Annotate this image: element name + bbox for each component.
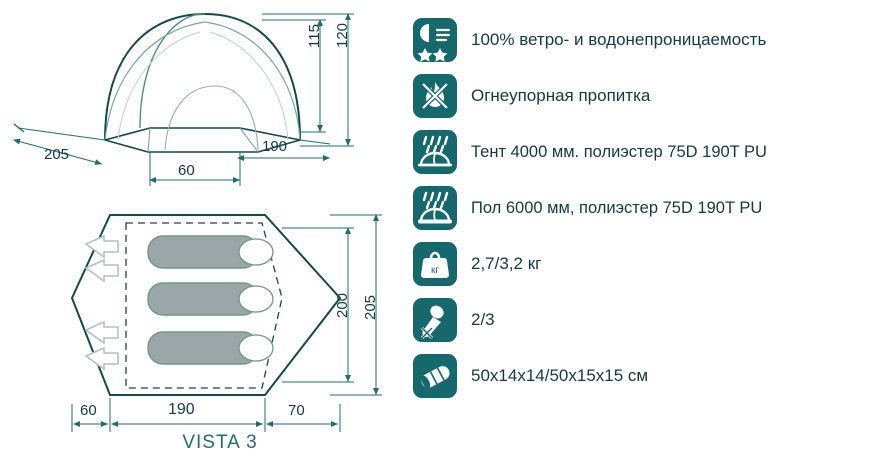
rain-floor-icon (413, 186, 457, 230)
dim-plan-left: 60 (80, 402, 97, 419)
model-name: VISTA 3 (182, 432, 258, 453)
rain-tent-icon (413, 130, 457, 174)
feature-label: Огнеупорная пропитка (471, 86, 651, 105)
dim-side-depth: 205 (44, 146, 70, 163)
diagram-canvas (0, 0, 400, 465)
feature-label: Пол 6000 мм, полиэстер 75D 190T PU (471, 198, 763, 217)
feature-row (405, 12, 875, 68)
weight-icon (413, 242, 457, 286)
person-capacity-icon (413, 298, 457, 342)
dim-plan-height-inner: 200 (334, 292, 351, 318)
feature-label: 2,7/3,2 кг (471, 254, 542, 273)
dim-plan-right: 70 (288, 402, 305, 419)
feature-row (405, 292, 875, 348)
tent-floor-plan (72, 215, 340, 395)
feature-row (405, 124, 875, 180)
feature-row (405, 68, 875, 124)
dim-side-height-outer: 120 (334, 22, 351, 48)
dim-side-height-inner: 115 (306, 24, 323, 48)
feature-row (405, 180, 875, 236)
packed-size-icon (413, 354, 457, 398)
feature-label: 2/3 (471, 310, 495, 329)
features-list (405, 12, 875, 404)
feature-label: Тент 4000 мм. полиэстер 75D 190T PU (471, 142, 767, 161)
dim-plan-height-outer: 205 (362, 294, 379, 320)
dim-plan-middle: 190 (168, 401, 195, 418)
feature-row (405, 348, 875, 404)
tent-diagrams (0, 0, 400, 465)
svg-text:кг: кг (430, 265, 440, 276)
feature-label: 100% ветро- и водонепроницаемость (471, 30, 767, 49)
dim-side-width: 190 (262, 138, 288, 155)
feature-row (405, 236, 875, 292)
dim-side-vestibule: 60 (178, 162, 195, 179)
feature-label: 50x14x14/50x15x15 см (471, 366, 649, 385)
tent-side-view (14, 14, 330, 152)
fire-retardant-icon (413, 74, 457, 118)
wind-water-proof-icon (413, 18, 457, 62)
